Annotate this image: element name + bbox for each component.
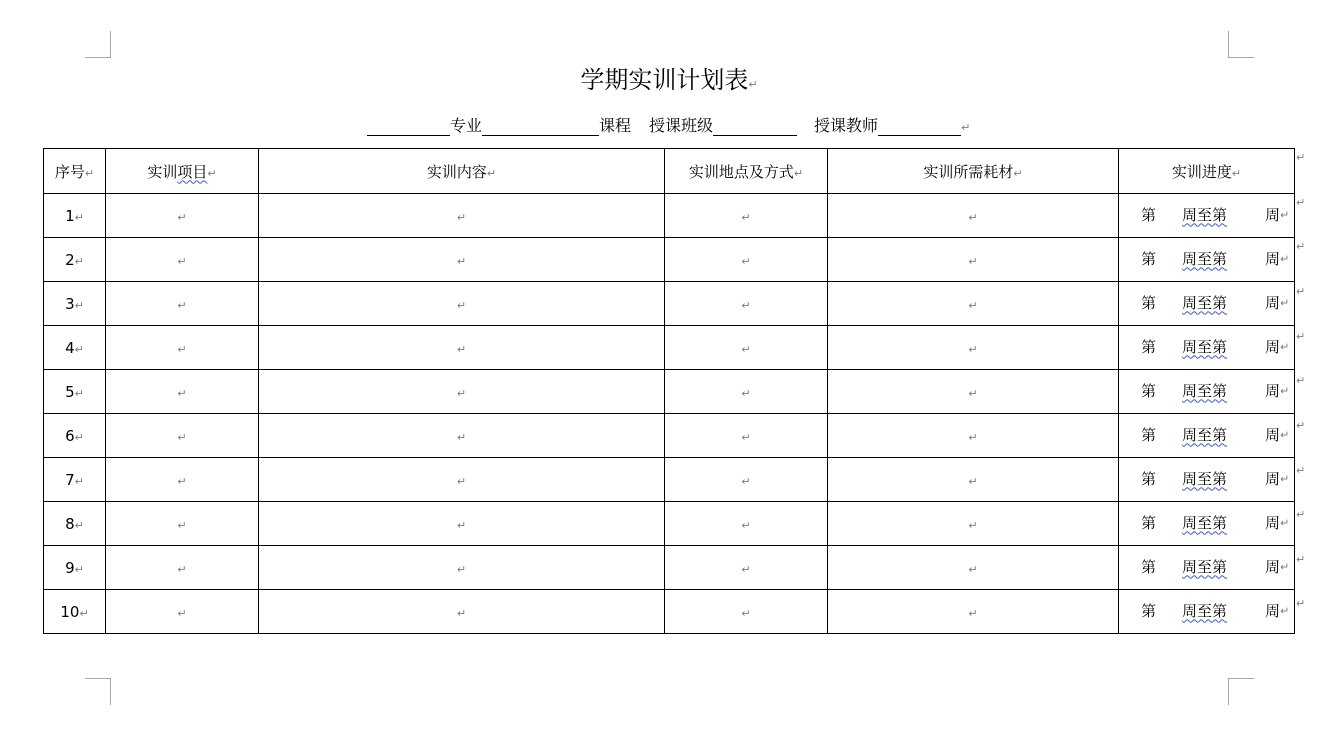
department-blank	[367, 117, 450, 136]
table-row	[44, 546, 1295, 590]
paragraph-mark: ↵	[968, 342, 978, 356]
progress-week-to: 周至第	[1182, 601, 1228, 620]
teacher-blank	[878, 117, 961, 136]
row-end-mark: ↵	[1296, 240, 1306, 253]
paragraph-mark: ↵	[456, 254, 467, 268]
materials-cell[interactable]	[828, 458, 1119, 502]
progress-week-end: 周	[1265, 557, 1281, 576]
paragraph-mark: ↵	[1280, 427, 1290, 441]
paragraph-mark: ↵	[741, 430, 751, 444]
progress-cell[interactable]	[1119, 502, 1295, 546]
header-cell-materials[interactable]: 实训所需耗材↵	[828, 149, 1119, 194]
header-cell-progress[interactable]: 实训进度↵	[1119, 149, 1295, 194]
progress-cell[interactable]	[1119, 414, 1295, 458]
project-cell[interactable]	[106, 194, 259, 238]
row-end-mark: ↵	[1296, 553, 1306, 566]
paragraph-mark: ↵	[968, 386, 978, 400]
materials-cell[interactable]	[828, 502, 1119, 546]
paragraph-mark: ↵	[177, 254, 187, 268]
progress-week-start: 第	[1141, 469, 1157, 488]
location-cell[interactable]	[665, 502, 828, 546]
row-number-cell[interactable]: 5↵	[44, 370, 106, 414]
paragraph-mark: ↵	[456, 606, 467, 620]
major-label: 专业	[450, 116, 483, 135]
paragraph-mark: ↵	[741, 386, 751, 400]
row-end-mark: ↵	[1296, 330, 1306, 343]
project-cell[interactable]	[106, 326, 259, 370]
paragraph-mark: ↵	[177, 210, 187, 224]
paragraph-mark: ↵	[177, 606, 187, 620]
table-row	[44, 326, 1295, 370]
paragraph-mark: ↵	[1280, 339, 1290, 353]
location-cell[interactable]	[665, 590, 828, 634]
progress-week-to: 周至第	[1182, 293, 1228, 312]
row-number-cell[interactable]: 1↵	[44, 194, 106, 238]
progress-cell[interactable]	[1119, 458, 1295, 502]
materials-cell[interactable]	[828, 370, 1119, 414]
progress-week-to: 周至第	[1182, 337, 1228, 356]
paragraph-mark: ↵	[968, 562, 978, 576]
paragraph-mark: ↵	[456, 210, 467, 224]
progress-week-to: 周至第	[1182, 557, 1228, 576]
header-cell-project[interactable]: 实训项目↵	[106, 149, 259, 194]
progress-week-to: 周至第	[1182, 249, 1228, 268]
row-end-mark: ↵	[1296, 597, 1306, 610]
materials-cell[interactable]	[828, 238, 1119, 282]
paragraph-mark: ↵	[968, 606, 978, 620]
paragraph-mark: ↵	[741, 298, 751, 312]
table-row	[44, 238, 1295, 282]
progress-cell[interactable]	[1119, 282, 1295, 326]
project-cell[interactable]	[106, 590, 259, 634]
row-number-cell[interactable]: 9↵	[44, 546, 106, 590]
paragraph-mark: ↵	[1280, 515, 1290, 529]
table-row	[44, 282, 1295, 326]
progress-cell[interactable]	[1119, 326, 1295, 370]
paragraph-mark: ↵	[1280, 559, 1290, 573]
progress-week-start: 第	[1141, 557, 1157, 576]
location-cell[interactable]	[665, 370, 828, 414]
header-info-line[interactable]	[367, 113, 970, 136]
row-end-mark: ↵	[1296, 464, 1306, 477]
row-number-cell[interactable]: 6↵	[44, 414, 106, 458]
progress-week-to: 周至第	[1182, 469, 1228, 488]
progress-week-end: 周	[1265, 425, 1281, 444]
paragraph-mark: ↵	[456, 474, 467, 488]
location-cell[interactable]	[665, 194, 828, 238]
table-row	[44, 194, 1295, 238]
progress-week-end: 周	[1265, 337, 1281, 356]
paragraph-mark: ↵	[1280, 383, 1290, 397]
content-cell[interactable]	[259, 370, 665, 414]
row-end-mark: ↵	[1296, 374, 1306, 387]
progress-week-start: 第	[1141, 249, 1157, 268]
paragraph-mark: ↵	[456, 430, 467, 444]
progress-week-start: 第	[1141, 293, 1157, 312]
content-cell[interactable]	[259, 282, 665, 326]
progress-week-end: 周	[1265, 513, 1281, 532]
row-number-cell[interactable]: 8↵	[44, 502, 106, 546]
content-cell[interactable]	[259, 502, 665, 546]
location-cell[interactable]	[665, 326, 828, 370]
paragraph-mark: ↵	[177, 298, 187, 312]
materials-cell[interactable]	[828, 546, 1119, 590]
progress-week-start: 第	[1141, 513, 1157, 532]
materials-cell[interactable]	[828, 194, 1119, 238]
project-cell[interactable]	[106, 502, 259, 546]
project-cell[interactable]	[106, 458, 259, 502]
location-cell[interactable]	[665, 414, 828, 458]
paragraph-mark: ↵	[968, 518, 978, 532]
row-end-mark: ↵	[1296, 151, 1306, 164]
paragraph-mark: ↵	[177, 342, 187, 356]
project-cell[interactable]	[106, 238, 259, 282]
paragraph-mark: ↵	[741, 210, 751, 224]
training-plan-table	[43, 148, 1295, 634]
paragraph-mark: ↵	[741, 606, 751, 620]
progress-week-start: 第	[1141, 337, 1157, 356]
paragraph-mark: ↵	[456, 298, 467, 312]
paragraph-mark: ↵	[177, 430, 187, 444]
progress-week-to: 周至第	[1182, 425, 1228, 444]
paragraph-mark: ↵	[961, 121, 971, 134]
materials-cell[interactable]	[828, 326, 1119, 370]
table-header-row	[44, 149, 1295, 194]
row-number-cell[interactable]: 7↵	[44, 458, 106, 502]
paragraph-mark: ↵	[1280, 207, 1290, 221]
paragraph-mark: ↵	[968, 210, 978, 224]
materials-cell[interactable]	[828, 590, 1119, 634]
table-row	[44, 458, 1295, 502]
content-cell[interactable]	[259, 458, 665, 502]
materials-cell[interactable]	[828, 282, 1119, 326]
materials-cell[interactable]	[828, 414, 1119, 458]
row-number-cell[interactable]: 10↵	[44, 590, 106, 634]
progress-cell[interactable]	[1119, 238, 1295, 282]
progress-week-start: 第	[1141, 205, 1157, 224]
progress-cell[interactable]	[1119, 370, 1295, 414]
class-blank	[713, 117, 797, 136]
project-cell[interactable]	[106, 282, 259, 326]
table-row	[44, 414, 1295, 458]
progress-week-end: 周	[1265, 381, 1281, 400]
content-cell[interactable]	[259, 194, 665, 238]
progress-week-end: 周	[1265, 249, 1281, 268]
paragraph-mark: ↵	[177, 474, 187, 488]
content-cell[interactable]	[259, 238, 665, 282]
progress-week-to: 周至第	[1182, 205, 1228, 224]
table-row	[44, 370, 1295, 414]
paragraph-mark: ↵	[968, 254, 978, 268]
project-cell[interactable]	[106, 546, 259, 590]
table-row	[44, 590, 1295, 634]
major-blank	[482, 117, 599, 136]
teacher-label: 授课教师	[814, 116, 879, 135]
progress-week-to: 周至第	[1182, 513, 1228, 532]
progress-week-start: 第	[1141, 601, 1157, 620]
paragraph-mark: ↵	[456, 386, 467, 400]
row-number-cell[interactable]: 3↵	[44, 282, 106, 326]
location-cell[interactable]	[665, 546, 828, 590]
location-cell[interactable]	[665, 238, 828, 282]
paragraph-mark: ↵	[1280, 295, 1290, 309]
paragraph-mark: ↵	[177, 386, 187, 400]
content-cell[interactable]	[259, 590, 665, 634]
document-title[interactable]	[0, 60, 1338, 95]
row-end-mark: ↵	[1296, 196, 1306, 209]
paragraph-mark: ↵	[968, 474, 978, 488]
paragraph-mark: ↵	[1280, 251, 1290, 265]
header-cell-location[interactable]: 实训地点及方式↵	[665, 149, 828, 194]
class-label: 授课班级	[649, 116, 714, 135]
paragraph-mark: ↵	[1280, 471, 1290, 485]
paragraph-mark: ↵	[177, 518, 187, 532]
paragraph-mark: ↵	[741, 474, 751, 488]
row-end-mark: ↵	[1296, 508, 1306, 521]
title-text: 学期实训计划表	[580, 66, 749, 94]
progress-cell[interactable]	[1119, 590, 1295, 634]
paragraph-mark: ↵	[741, 518, 751, 532]
paragraph-mark: ↵	[177, 562, 187, 576]
progress-week-start: 第	[1141, 381, 1157, 400]
paragraph-mark: ↵	[1280, 603, 1290, 617]
course-label: 课程	[599, 116, 632, 135]
project-cell[interactable]	[106, 414, 259, 458]
paragraph-mark: ↵	[456, 342, 467, 356]
progress-week-start: 第	[1141, 425, 1157, 444]
paragraph-mark: ↵	[456, 562, 467, 576]
paragraph-mark: ↵	[741, 562, 751, 576]
progress-cell[interactable]	[1119, 194, 1295, 238]
content-cell[interactable]	[259, 326, 665, 370]
content-cell[interactable]	[259, 546, 665, 590]
progress-cell[interactable]	[1119, 546, 1295, 590]
content-cell[interactable]	[259, 414, 665, 458]
progress-week-end: 周	[1265, 601, 1281, 620]
project-cell[interactable]	[106, 370, 259, 414]
progress-week-end: 周	[1265, 469, 1281, 488]
header-cell-content[interactable]: 实训内容↵	[259, 149, 665, 194]
paragraph-mark: ↵	[741, 342, 751, 356]
paragraph-mark: ↵	[968, 298, 978, 312]
paragraph-mark: ↵	[968, 430, 978, 444]
paragraph-mark: ↵	[741, 254, 751, 268]
row-number-cell[interactable]: 2↵	[44, 238, 106, 282]
row-number-cell[interactable]: 4↵	[44, 326, 106, 370]
header-cell-no[interactable]: 序号↵	[44, 149, 106, 194]
table-row	[44, 502, 1295, 546]
row-end-mark: ↵	[1296, 419, 1306, 432]
paragraph-mark: ↵	[456, 518, 467, 532]
location-cell[interactable]	[665, 282, 828, 326]
progress-week-to: 周至第	[1182, 381, 1228, 400]
row-end-mark: ↵	[1296, 285, 1306, 298]
progress-week-end: 周	[1265, 293, 1281, 312]
progress-week-end: 周	[1265, 205, 1281, 224]
paragraph-mark: ↵	[748, 78, 758, 91]
location-cell[interactable]	[665, 458, 828, 502]
